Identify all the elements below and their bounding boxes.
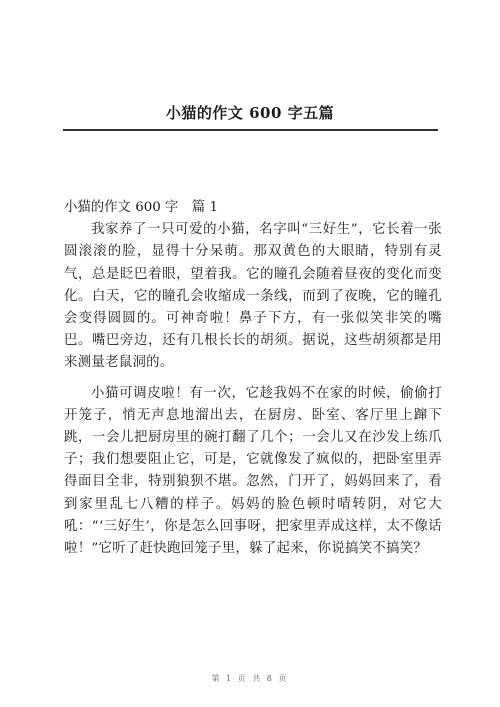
paragraph-2: 小猫可调皮啦！有一次，它趁我妈不在家的时候，偷偷打开笼子，悄无声息地溜出去，在厨房、卧室、客厅里上蹿下跳，一会儿把厨房里的碗打翻了几个；一会儿又在沙发上练爪子；我们想要阻止它，可是，它就像发了疯似的，把卧室里弄得面目全非，特别狼狈不堪。忽然，门开了，妈妈回来了，看到家里乱七八糟的样子。妈妈的脸色顿时晴转阴，对它大吼：“‘三好生’，你是怎么回事呀，把家里弄成这样，太不像话啦！”它听了赶快跑回笼子里，躲了起来，你说搞笑不搞笑？ bbox=[64, 385, 442, 557]
section-heading: 小猫的作文 600 字 篇 1 bbox=[64, 200, 218, 215]
paragraph-1: 我家养了一只可爱的小猫，名字叫“三好生”，它长着一张圆滚滚的脸，显得十分呆萌。那双黄色的大眼睛，特别有灵气，总是眨巴着眼，望着我。它的瞳孔会随着昼夜的变化而变化。白天，它的瞳孔会收缩成一条线，而到了夜晚，它的瞳孔会变得圆圆的。可神奇啦！鼻子下方，有一张似笑非笑的嘴巴。嘴巴旁边，还有几根长长的胡须。据说，这些胡须都是用来测量老鼠洞的。 bbox=[64, 222, 442, 371]
page-footer: 第 1 页 共 8 页 bbox=[211, 674, 289, 683]
article-body bbox=[64, 197, 442, 560]
title-divider bbox=[63, 129, 438, 131]
document-title: 小猫的作文 600 字五篇 bbox=[165, 104, 335, 122]
